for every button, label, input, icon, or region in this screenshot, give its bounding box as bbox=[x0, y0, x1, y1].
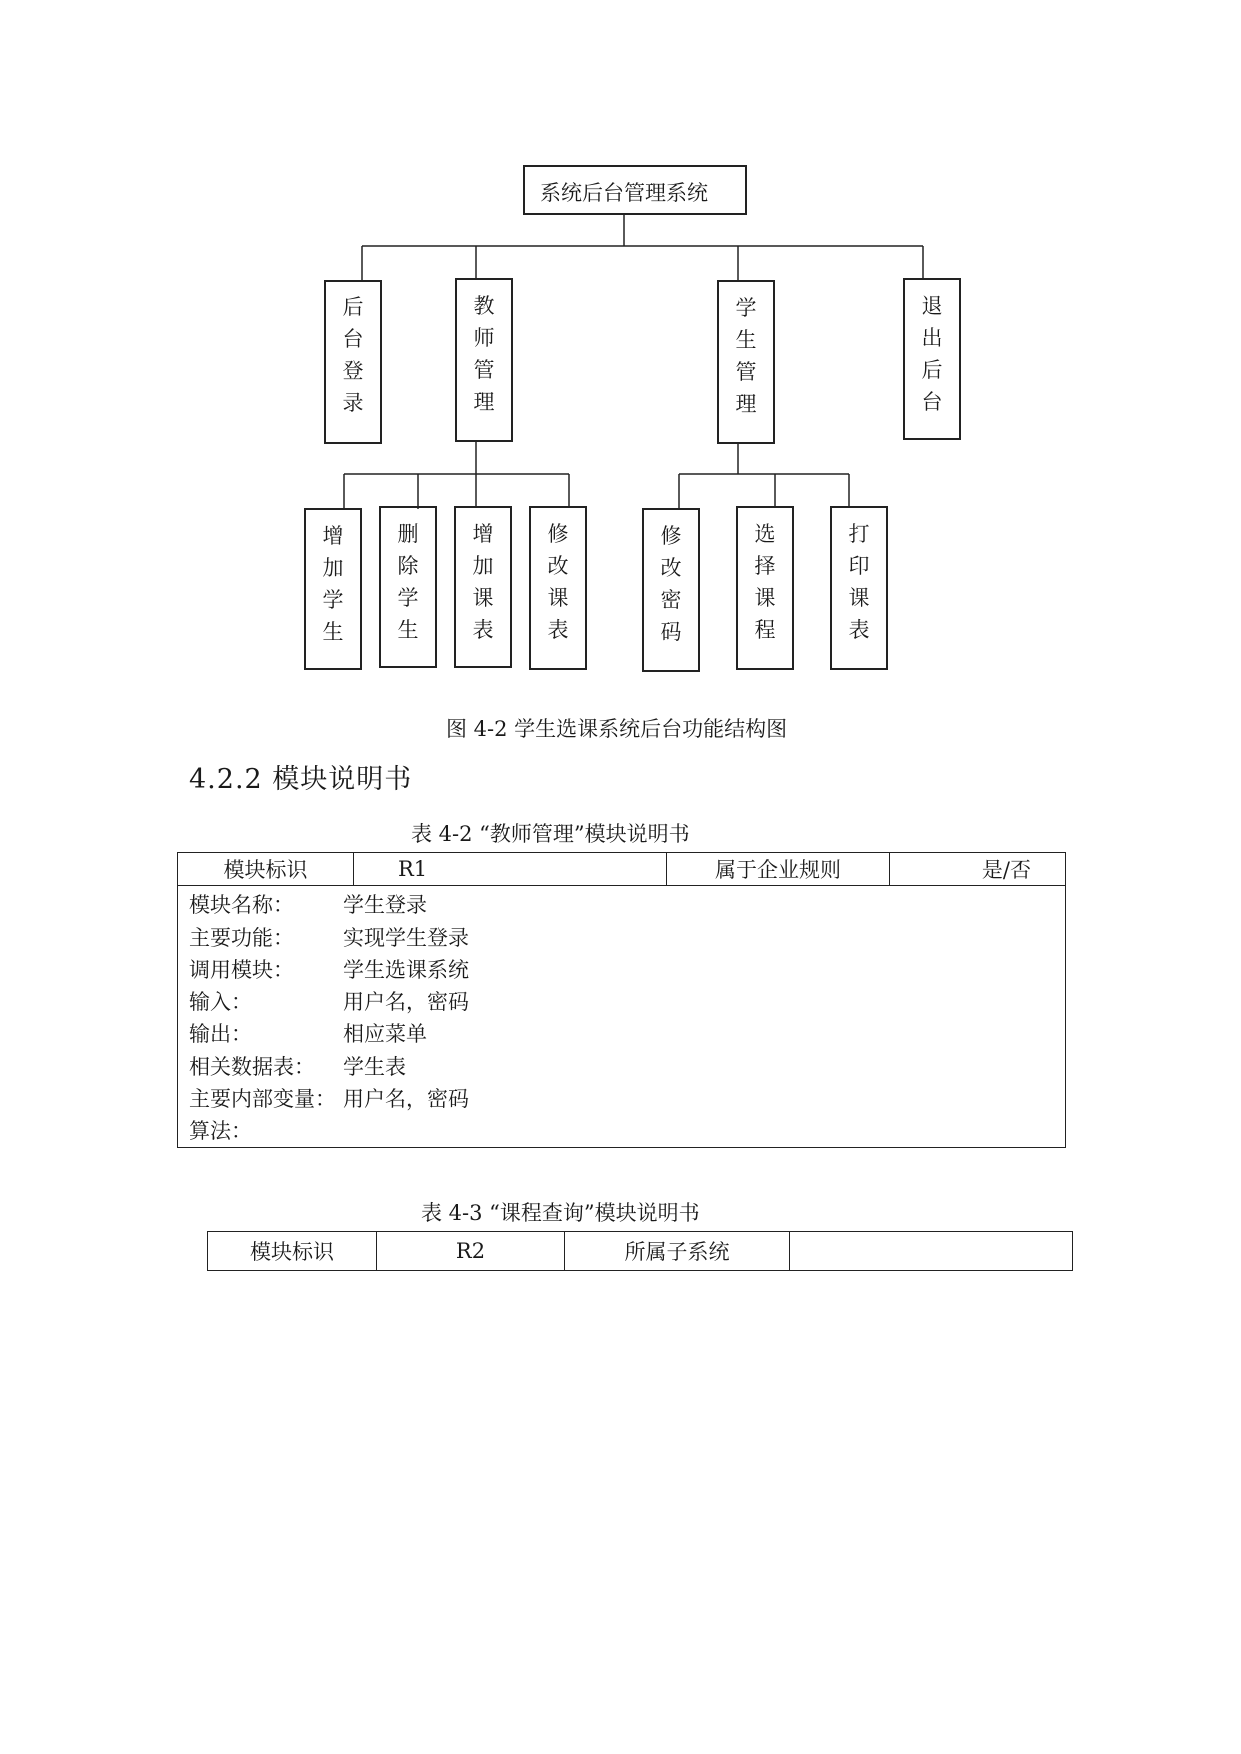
spec-key: 主要内部变量： bbox=[189, 1087, 336, 1111]
module-label-char: 学 bbox=[735, 296, 757, 320]
child-select-course bbox=[737, 518, 793, 646]
child-label-char: 改 bbox=[547, 554, 569, 578]
child-label-char: 修 bbox=[547, 522, 569, 546]
table2-caption: 表 4-3 “课程查询”模块说明书 bbox=[421, 1201, 700, 1225]
child-add-student bbox=[305, 520, 361, 648]
child-label-char: 课 bbox=[754, 586, 776, 610]
spec-key: 算法： bbox=[189, 1119, 252, 1143]
module-label-char: 录 bbox=[342, 391, 364, 415]
module-label-char: 后 bbox=[342, 295, 364, 319]
child-label-char: 打 bbox=[848, 522, 870, 546]
table1-header-cell: R1 bbox=[354, 853, 667, 886]
spec-value: 相应菜单 bbox=[343, 1022, 427, 1046]
table2-header-cell: 模块标识 bbox=[208, 1232, 377, 1271]
child-label-char: 课 bbox=[472, 586, 494, 610]
table2-header-cell: 所属子系统 bbox=[565, 1232, 790, 1271]
spec-value: 学生登录 bbox=[343, 893, 427, 917]
module-label-char: 登 bbox=[342, 359, 364, 383]
child-label-char: 课 bbox=[848, 586, 870, 610]
child-label-char: 除 bbox=[397, 554, 419, 578]
table1-header-cell: 模块标识 bbox=[178, 853, 354, 886]
child-label-char: 表 bbox=[547, 618, 569, 642]
child-edit-schedule bbox=[530, 518, 586, 646]
spec-row bbox=[189, 889, 427, 919]
child-label-char: 选 bbox=[754, 522, 776, 546]
child-label-char: 修 bbox=[660, 524, 682, 548]
spec-row bbox=[189, 1083, 469, 1113]
child-label-char: 表 bbox=[848, 618, 870, 642]
child-label-char: 学 bbox=[322, 588, 344, 612]
child-label-char: 学 bbox=[397, 586, 419, 610]
spec-value: 学生表 bbox=[343, 1055, 406, 1079]
table1-body bbox=[177, 886, 1066, 1148]
spec-key: 输出： bbox=[189, 1022, 252, 1046]
module-backend-login bbox=[325, 291, 381, 419]
root-box-label: 系统后台管理系统 bbox=[540, 181, 708, 205]
module-label-char: 后 bbox=[921, 358, 943, 382]
module-label-char: 生 bbox=[735, 328, 757, 352]
table1-caption: 表 4-2 “教师管理”模块说明书 bbox=[411, 822, 690, 846]
module-label-char: 理 bbox=[473, 390, 495, 414]
table1-header-cell: 是/否 bbox=[890, 853, 1066, 886]
child-label-char: 表 bbox=[472, 618, 494, 642]
table2-header-cell: R2 bbox=[377, 1232, 565, 1271]
child-label-char: 生 bbox=[397, 618, 419, 642]
module-label-char: 理 bbox=[735, 392, 757, 416]
spec-row bbox=[189, 1115, 343, 1145]
child-label-char: 密 bbox=[660, 588, 682, 612]
table1-header bbox=[177, 852, 1066, 886]
child-label-char: 课 bbox=[547, 586, 569, 610]
child-label-char: 改 bbox=[660, 556, 682, 580]
spec-value: 用户名，密码 bbox=[343, 1087, 469, 1111]
table1-header-cell: 属于企业规则 bbox=[667, 853, 890, 886]
module-label-char: 台 bbox=[921, 390, 943, 414]
spec-row bbox=[189, 1051, 406, 1081]
child-label-char: 程 bbox=[754, 618, 776, 642]
child-add-schedule bbox=[455, 518, 511, 646]
table2-header bbox=[207, 1231, 1073, 1271]
section-heading: 4.2.2 模块说明书 bbox=[189, 764, 413, 795]
child-label-char: 增 bbox=[322, 524, 344, 548]
spec-key: 调用模块： bbox=[189, 958, 294, 982]
module-label-char: 出 bbox=[921, 326, 943, 350]
child-label-char: 增 bbox=[472, 522, 494, 546]
spec-value: 实现学生登录 bbox=[343, 926, 469, 950]
spec-key: 主要功能： bbox=[189, 926, 294, 950]
spec-key: 输入： bbox=[189, 990, 252, 1014]
spec-value: 用户名，密码 bbox=[343, 990, 469, 1014]
spec-row bbox=[189, 1018, 427, 1048]
module-label-char: 管 bbox=[735, 360, 757, 384]
child-label-char: 加 bbox=[472, 554, 494, 578]
child-label-char: 择 bbox=[754, 554, 776, 578]
child-print-schedule bbox=[831, 518, 887, 646]
table2-header-cell bbox=[790, 1232, 1073, 1271]
spec-key: 模块名称： bbox=[189, 893, 294, 917]
module-label-char: 教 bbox=[473, 294, 495, 318]
child-label-char: 码 bbox=[660, 620, 682, 644]
spec-row bbox=[189, 954, 469, 984]
module-exit-backend bbox=[904, 290, 960, 418]
spec-row bbox=[189, 922, 469, 952]
figure-caption: 图 4-2 学生选课系统后台功能结构图 bbox=[446, 717, 788, 741]
child-label-char: 印 bbox=[848, 554, 870, 578]
module-label-char: 台 bbox=[342, 327, 364, 351]
function-structure-diagram bbox=[0, 0, 1241, 720]
module-label-char: 管 bbox=[473, 358, 495, 382]
child-delete-student bbox=[380, 518, 436, 646]
module-label-char: 师 bbox=[473, 326, 495, 350]
module-label-char: 退 bbox=[921, 294, 943, 318]
spec-key: 相关数据表： bbox=[189, 1055, 315, 1079]
spec-row bbox=[189, 986, 469, 1016]
child-change-password bbox=[643, 520, 699, 648]
child-label-char: 生 bbox=[322, 620, 344, 644]
child-label-char: 加 bbox=[322, 556, 344, 580]
child-label-char: 删 bbox=[397, 522, 419, 546]
module-student-manage bbox=[718, 292, 774, 420]
module-teacher-manage bbox=[456, 290, 512, 418]
spec-value: 学生选课系统 bbox=[343, 958, 469, 982]
